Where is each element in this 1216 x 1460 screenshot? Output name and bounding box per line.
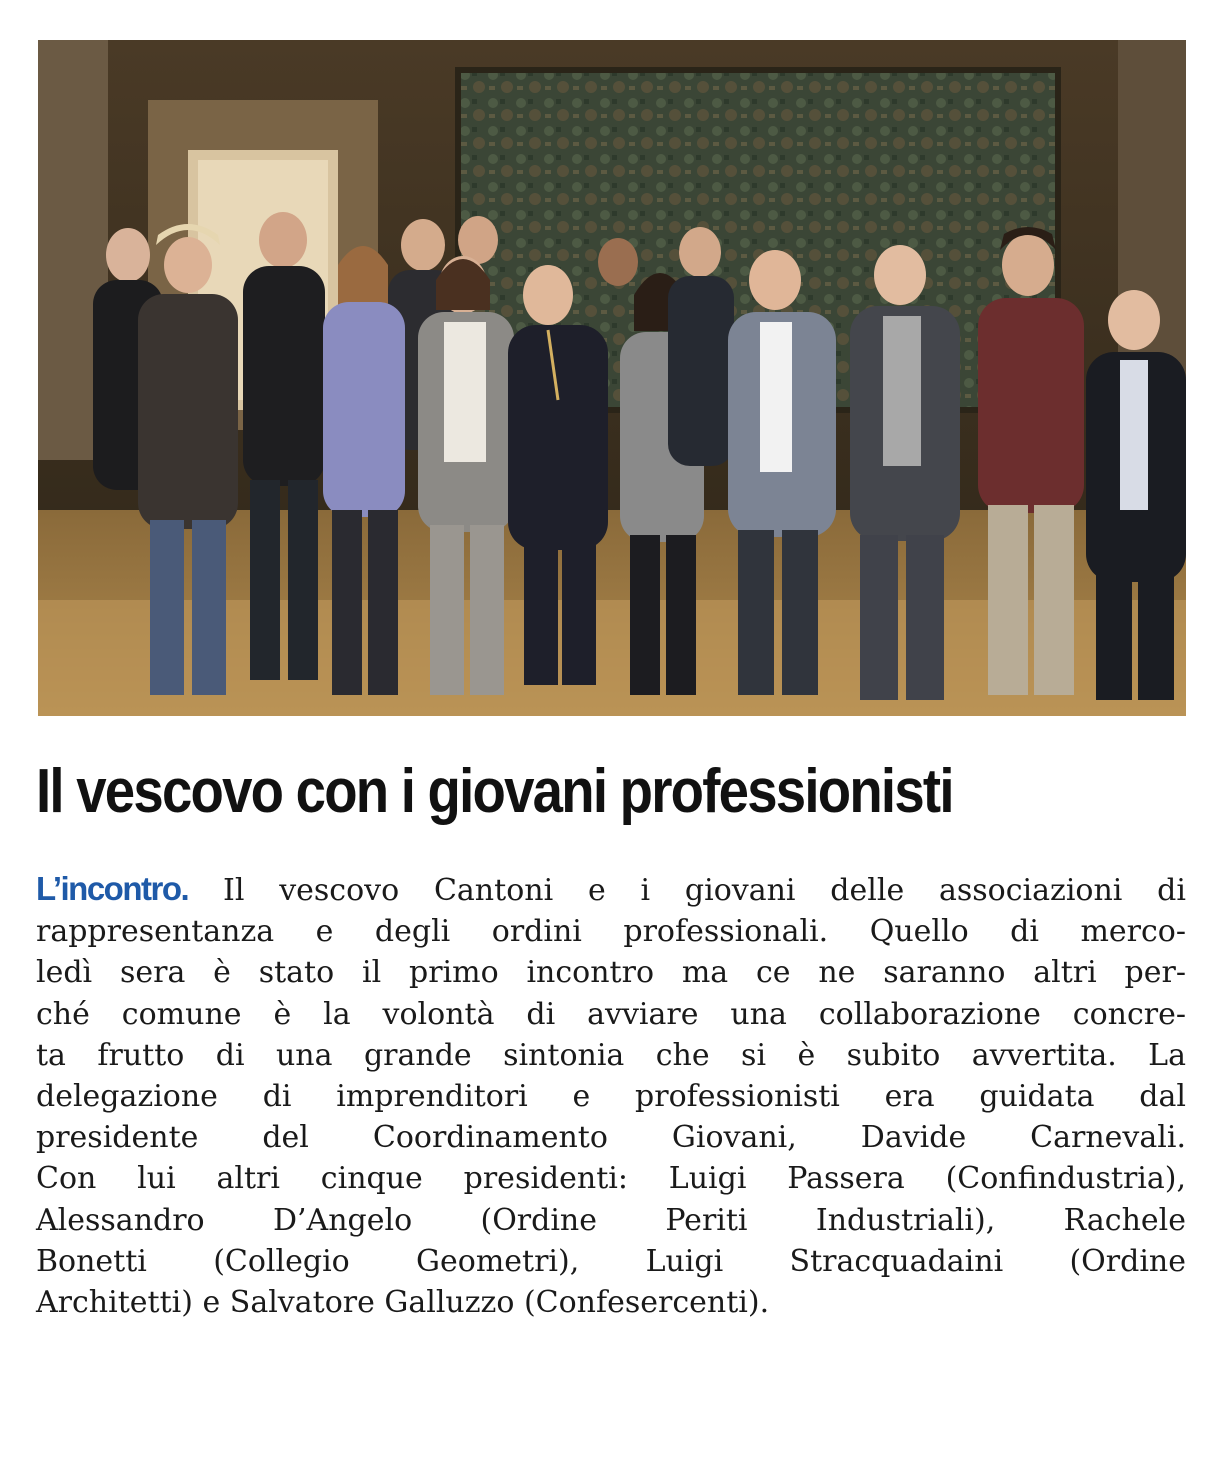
article-line: presidente del Coordinamento Giovani, Davide Carnevali. (36, 1120, 1186, 1156)
article-headline: Il vescovo con i giovani professionisti (36, 757, 953, 826)
article-line: Con lui altri cinque presidenti: Luigi Passera (Confindustria), (36, 1161, 1186, 1197)
article-line: Alessandro D’Angelo (Ordine Periti Industriali), Rachele (36, 1202, 1186, 1238)
article-body (36, 868, 1186, 1323)
article-line: rappresentanza e degli ordini professionali. Quello di merco- (36, 914, 1186, 950)
article-line (36, 868, 1186, 911)
article-kicker: L’incontro. (36, 870, 189, 907)
article-line: Bonetti (Collegio Geometri), Luigi Stracquadaini (Ordine (36, 1243, 1186, 1279)
article-line: ta frutto di una grande sintonia che si è subito avvertita. La (36, 1037, 1186, 1073)
article-line: ledì sera è stato il primo incontro ma ce ne saranno altri per- (36, 955, 1186, 991)
article-line: ché comune è la volontà di avviare una collaborazione concre- (36, 996, 1186, 1032)
article-line: delegazione di imprenditori e professionisti era guidata dal (36, 1079, 1186, 1115)
group-photo (38, 40, 1186, 716)
article-line-text: Il vescovo Cantoni e i giovani delle associazioni di (222, 873, 1186, 908)
article-line: Architetti) e Salvatore Galluzzo (Confesercenti). (36, 1285, 770, 1321)
